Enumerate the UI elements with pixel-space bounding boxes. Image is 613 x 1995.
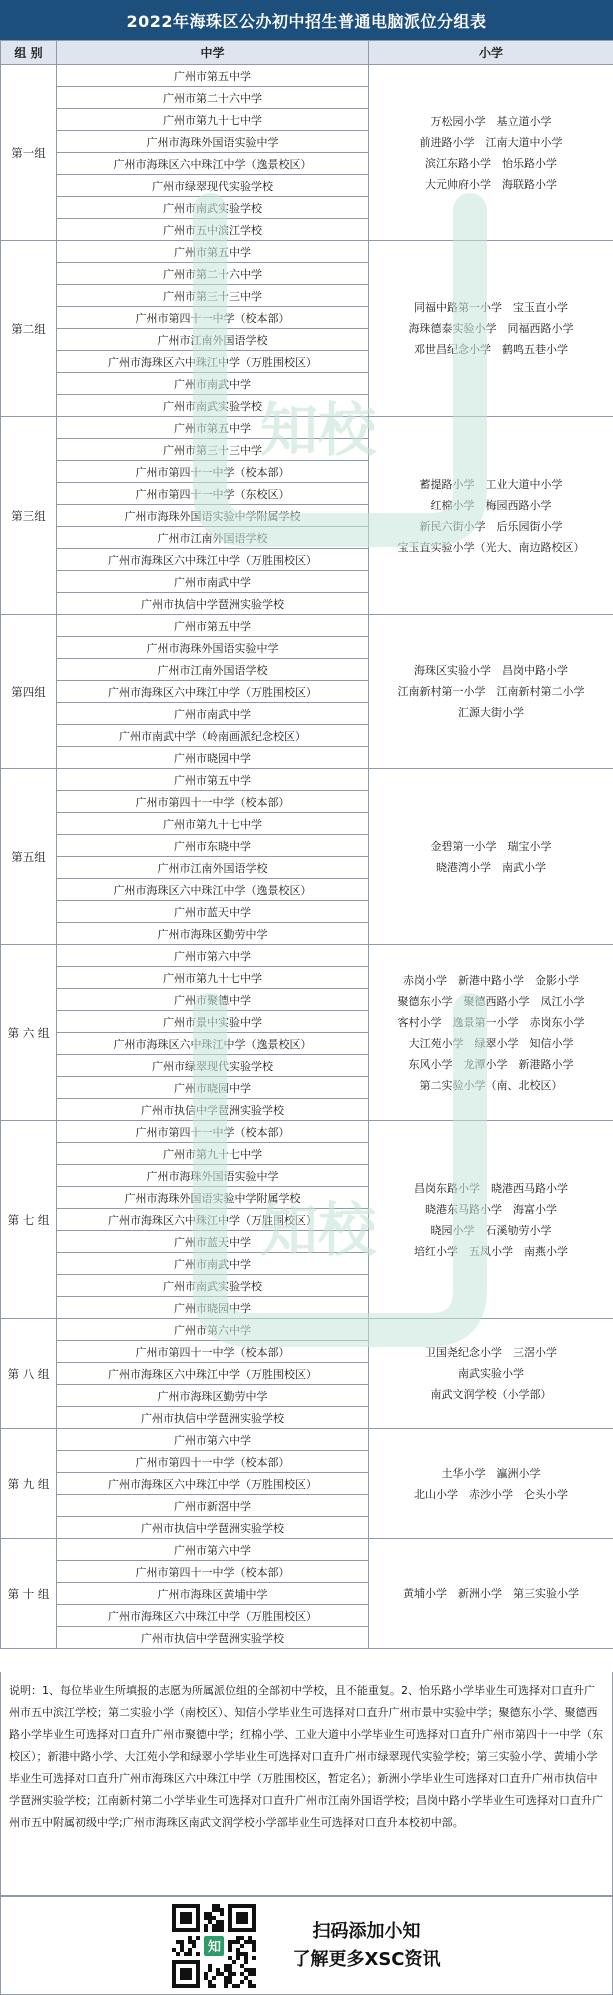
group-label: 第 十 组 [1, 1539, 57, 1649]
middle-school-cell: 广州市第九十七中学 [57, 109, 369, 131]
primary-school-cell [369, 241, 613, 417]
middle-school-cell: 广州市第四十一中学（校本部） [57, 1341, 369, 1363]
middle-school-cell: 广州市第四十一中学（校本部） [57, 461, 369, 483]
middle-school-cell: 广州市第六中学 [57, 945, 369, 967]
middle-school-cell: 广州市海珠外国语实验中学附属学校 [57, 505, 369, 527]
qr-module [228, 1948, 232, 1952]
middle-school-cell: 广州市晓园中学 [57, 1077, 369, 1099]
app-logo-icon: 知 [202, 1934, 226, 1958]
qr-module [232, 1972, 236, 1976]
table-row [1, 615, 613, 637]
middle-school-cell: 广州市海珠区六中珠江中学（万胜围校区） [57, 681, 369, 703]
middle-school-cell: 广州市新滘中学 [57, 1495, 369, 1517]
primary-school-line: 黄埔小学 新洲小学 第三实验小学 [403, 1587, 579, 1600]
middle-school-cell: 广州市执信中学琶洲实验学校 [57, 1627, 369, 1649]
primary-school-line: 海珠区实验小学 昌岗中路小学 [414, 664, 568, 677]
middle-school-cell: 广州市第四十一中学（校本部） [57, 791, 369, 813]
allocation-table [0, 40, 613, 1649]
table-header-row [1, 41, 613, 65]
middle-school-cell: 广州市海珠外国语实验中学 [57, 1165, 369, 1187]
middle-school-cell: 广州市第九十七中学 [57, 967, 369, 989]
primary-school-cell [369, 615, 613, 769]
middle-school-cell: 广州市第六中学 [57, 1539, 369, 1561]
middle-school-cell: 广州市海珠区六中珠江中学（逸景校区） [57, 879, 369, 901]
middle-school-cell: 广州市第五中学 [57, 241, 369, 263]
primary-school-line: 蓄提路小学 工业大道中小学 [419, 477, 563, 491]
table-row [1, 1429, 613, 1451]
primary-school-line: 江南新村第一小学 江南新村第二小学 [397, 685, 585, 698]
qr-module [212, 1984, 216, 1988]
primary-school-cell [369, 417, 613, 615]
middle-school-cell: 广州市景中实验中学 [57, 1011, 369, 1033]
middle-school-cell: 广州市执信中学琶洲实验学校 [57, 1407, 369, 1429]
middle-school-cell: 广州市江南外国语学校 [57, 527, 369, 549]
middle-school-cell: 广州市绿翠现代实验学校 [57, 175, 369, 197]
table-row [1, 417, 613, 439]
middle-school-cell: 广州市江南外国语学校 [57, 659, 369, 681]
middle-school-cell: 广州市第九十七中学 [57, 1143, 369, 1165]
group-label: 第 七 组 [1, 1121, 57, 1319]
notes: 说明：1、每位毕业生所填报的志愿为所属派位组的全部初中学校，且不能重复。2、怡乐路小学毕业生可选择对口直升广州市五中滨江学校；第二实验小学（南校区）、知信小学毕业生可选择对口直升广州市景中实验中学；聚德东小学、聚德西路小学毕业生可选择对口直升广州市聚德中学；红棉小学、工业大道中小学毕业生可选择对口直升广州市第四十一中学（东校区）；新港中路小学、大江苑小学和绿翠小学毕业生可选择对口直升广州市绿翠现代实验学校；第三实验小学、黄埔小学毕业生可选择对口直升广州市海珠区六中珠江中学（万胜围校区，暂定名）；新洲小学毕业生可选择对口直升广州市执信中学琶洲实验学校；江南新村第二小学毕业生可选择对口直升广州市江南外国语学校；昌岗中路小学毕业生可选择对口直升广州市五中附属初级中学;广州市海珠区南武文润学校小学部毕业生可选择对口直升本校初中部。 [0, 1672, 613, 1896]
qr-module [252, 1928, 256, 1932]
middle-school-cell: 广州市第五中学 [57, 65, 369, 87]
qr-module [196, 1928, 200, 1932]
middle-school-cell: 广州市海珠区六中珠江中学（逸景校区） [57, 1033, 369, 1055]
page-title: 2022年海珠区公办初中招生普通电脑派位分组表 [0, 0, 613, 40]
middle-school-cell: 广州市晓园中学 [57, 1297, 369, 1319]
qr-module [236, 1984, 240, 1988]
qr-module [188, 1952, 192, 1956]
middle-school-cell: 广州市海珠区勤劳中学 [57, 1385, 369, 1407]
header-group: 组 别 [1, 41, 57, 65]
table-row [1, 65, 613, 87]
watermark-text-1: 知校 [260, 396, 377, 464]
middle-school-cell: 广州市海珠外国语实验中学 [57, 637, 369, 659]
qr-code-icon [172, 1904, 256, 1988]
qr-module [204, 1928, 208, 1932]
middle-school-cell: 广州市南武中学 [57, 703, 369, 725]
middle-school-cell: 广州市第五中学 [57, 769, 369, 791]
middle-school-cell: 广州市五中滨江学校 [57, 219, 369, 241]
middle-school-cell: 广州市海珠区六中珠江中学（万胜围校区） [57, 1209, 369, 1231]
primary-school-cell [369, 1319, 613, 1429]
middle-school-cell: 广州市第三十三中学 [57, 285, 369, 307]
middle-school-cell: 广州市海珠区勤劳中学 [57, 923, 369, 945]
primary-school-line: 晓港东马路小学 海富小学 [425, 1202, 557, 1216]
qr-module [252, 1956, 256, 1960]
primary-school-line: 前进路小学 江南大道中小学 [419, 135, 563, 149]
header-primary-school: 小学 [369, 41, 613, 65]
middle-school-cell: 广州市南武实验学校 [57, 1275, 369, 1297]
middle-school-cell: 广州市第四十一中学（校本部） [57, 1451, 369, 1473]
primary-school-line: 新民六街小学 后乐园街小学 [419, 519, 563, 533]
primary-school-cell [369, 1429, 613, 1539]
qr-module [252, 1972, 256, 1976]
primary-school-line: 南武实验小学 [458, 1367, 524, 1380]
qr-module [252, 1984, 256, 1988]
middle-school-cell: 广州市第六中学 [57, 1429, 369, 1451]
middle-school-cell: 广州市第五中学 [57, 417, 369, 439]
primary-school-cell [369, 65, 613, 241]
qr-module [244, 1920, 248, 1924]
primary-school-line: 滨江东路小学 怡乐路小学 [425, 156, 557, 170]
middle-school-cell: 广州市蓝天中学 [57, 901, 369, 923]
middle-school-cell: 广州市第二十六中学 [57, 87, 369, 109]
middle-school-cell: 广州市聚德中学 [57, 989, 369, 1011]
qr-module [208, 1968, 212, 1972]
group-label: 第一组 [1, 65, 57, 241]
primary-school-cell [369, 769, 613, 945]
primary-school-line: 红棉小学 梅园西路小学 [430, 498, 552, 512]
middle-school-cell: 广州市南武中学 [57, 1253, 369, 1275]
primary-school-cell [369, 945, 613, 1121]
primary-school-line: 晓港湾小学 南武小学 [436, 860, 546, 874]
middle-school-cell: 广州市海珠外国语实验中学附属学校 [57, 1187, 369, 1209]
table-row [1, 945, 613, 967]
qr-module [252, 1948, 256, 1952]
qr-module [192, 1944, 196, 1948]
middle-school-cell: 广州市第四十一中学（校本部） [57, 1561, 369, 1583]
primary-school-line: 南武文润学校（小学部） [430, 1388, 552, 1401]
primary-school-line: 东风小学 龙潭小学 新港路小学 [408, 1057, 574, 1071]
qr-module [240, 1944, 244, 1948]
middle-school-cell: 广州市南武实验学校 [57, 197, 369, 219]
qr-module [188, 1920, 192, 1924]
table-row [1, 769, 613, 791]
qr-module [232, 1960, 236, 1964]
primary-school-line: 赤岗小学 新港中路小学 金影小学 [403, 973, 579, 987]
primary-school-line: 客村小学 逸景第一小学 赤岗东小学 [397, 1015, 585, 1029]
group-label: 第三组 [1, 417, 57, 615]
middle-school-cell: 广州市海珠区六中珠江中学（万胜围校区） [57, 1605, 369, 1627]
primary-school-line: 卫国尧纪念小学 三滘小学 [425, 1346, 557, 1359]
qr-module [196, 1952, 200, 1956]
middle-school-cell: 广州市第六中学 [57, 1319, 369, 1341]
primary-school-line: 宝玉直实验小学（光大、南边路校区） [397, 540, 585, 554]
middle-school-cell: 广州市第二十六中学 [57, 263, 369, 285]
middle-school-cell: 广州市江南外国语学校 [57, 329, 369, 351]
table-row [1, 1319, 613, 1341]
primary-school-line: 大江苑小学 绿翠小学 知信小学 [408, 1036, 574, 1050]
group-label: 第 八 组 [1, 1319, 57, 1429]
qr-module [196, 1984, 200, 1988]
middle-school-cell: 广州市第五中学 [57, 615, 369, 637]
table-row [1, 1539, 613, 1561]
primary-school-cell [369, 1121, 613, 1319]
header-middle-school: 中学 [57, 41, 369, 65]
qr-module [220, 1928, 224, 1932]
group-label: 第 九 组 [1, 1429, 57, 1539]
qr-module [176, 1952, 180, 1956]
primary-school-line: 土华小学 瀛洲小学 [441, 1466, 541, 1480]
middle-school-cell: 广州市南武中学 [57, 571, 369, 593]
footer-text [292, 1918, 440, 1974]
middle-school-cell: 广州市东晓中学 [57, 835, 369, 857]
watermark-text-2: 知校 [260, 1196, 377, 1264]
middle-school-cell: 广州市绿翠现代实验学校 [57, 1055, 369, 1077]
middle-school-cell: 广州市第四十一中学（东校区） [57, 483, 369, 505]
middle-school-cell: 广州市第四十一中学（校本部） [57, 1121, 369, 1143]
primary-school-line: 万松园小学 基立道小学 [430, 114, 552, 128]
middle-school-cell: 广州市海珠区六中珠江中学（万胜围校区） [57, 351, 369, 373]
primary-school-line: 汇源大街小学 [458, 706, 524, 719]
middle-school-cell: 广州市海珠外国语实验中学 [57, 131, 369, 153]
middle-school-cell: 广州市晓园中学 [57, 747, 369, 769]
middle-school-cell: 广州市海珠区六中珠江中学（万胜围校区） [57, 1473, 369, 1495]
group-label: 第四组 [1, 615, 57, 769]
middle-school-cell: 广州市第九十七中学 [57, 813, 369, 835]
middle-school-cell: 广州市第三十三中学 [57, 439, 369, 461]
primary-school-line: 北山小学 赤沙小学 仑头小学 [414, 1487, 568, 1501]
middle-school-cell: 广州市海珠区黄埔中学 [57, 1583, 369, 1605]
primary-school-line: 金碧第一小学 瑞宝小学 [430, 839, 552, 853]
middle-school-cell: 广州市南武中学（岭南画派纪念校区） [57, 725, 369, 747]
middle-school-cell: 广州市蓝天中学 [57, 1231, 369, 1253]
primary-school-line: 聚德东小学 聚德西路小学 凤江小学 [397, 994, 585, 1008]
qr-module [196, 1936, 200, 1940]
qr-module [224, 1984, 228, 1988]
primary-school-line: 培红小学 五凤小学 南燕小学 [414, 1244, 568, 1258]
qr-module [220, 1912, 224, 1916]
qr-module [244, 1960, 248, 1964]
group-label: 第五组 [1, 769, 57, 945]
middle-school-cell: 广州市执信中学琶洲实验学校 [57, 1099, 369, 1121]
primary-school-line: 大元帅府小学 海联路小学 [425, 177, 557, 191]
footer-line-1: 扫码添加小知 [312, 1920, 421, 1942]
footer [0, 1896, 613, 1995]
primary-school-line: 同福中路第一小学 宝玉直小学 [414, 301, 568, 314]
group-label: 第二组 [1, 241, 57, 417]
middle-school-cell: 广州市执信中学琶洲实验学校 [57, 593, 369, 615]
primary-school-line: 晓园小学 石溪劬劳小学 [430, 1223, 552, 1237]
middle-school-cell: 广州市第四十一中学（校本部） [57, 307, 369, 329]
group-label: 第 六 组 [1, 945, 57, 1121]
middle-school-cell: 广州市执信中学琶洲实验学校 [57, 1517, 369, 1539]
table-row [1, 241, 613, 263]
middle-school-cell: 广州市海珠区六中珠江中学（万胜围校区） [57, 549, 369, 571]
qr-module [236, 1956, 240, 1960]
middle-school-cell: 广州市南武中学 [57, 373, 369, 395]
middle-school-cell: 广州市海珠区六中珠江中学（逸景校区） [57, 153, 369, 175]
qr-module [240, 1980, 244, 1984]
primary-school-cell [369, 1539, 613, 1649]
primary-school-line: 昌岗东路小学 晓港西马路小学 [414, 1181, 568, 1195]
qr-module [188, 1976, 192, 1980]
primary-school-line: 第二实验小学（南、北校区） [419, 1078, 563, 1092]
footer-line-2: 了解更多XSC资讯 [292, 1948, 441, 1970]
qr-module [212, 1976, 216, 1980]
middle-school-cell: 广州市南武实验学校 [57, 395, 369, 417]
middle-school-cell: 广州市海珠区六中珠江中学（万胜围校区） [57, 1363, 369, 1385]
table-row [1, 1121, 613, 1143]
primary-school-line: 邓世昌纪念小学 鹤鸣五巷小学 [414, 343, 568, 356]
middle-school-cell: 广州市江南外国语学校 [57, 857, 369, 879]
primary-school-line: 海珠德泰实验小学 同福西路小学 [408, 322, 574, 335]
